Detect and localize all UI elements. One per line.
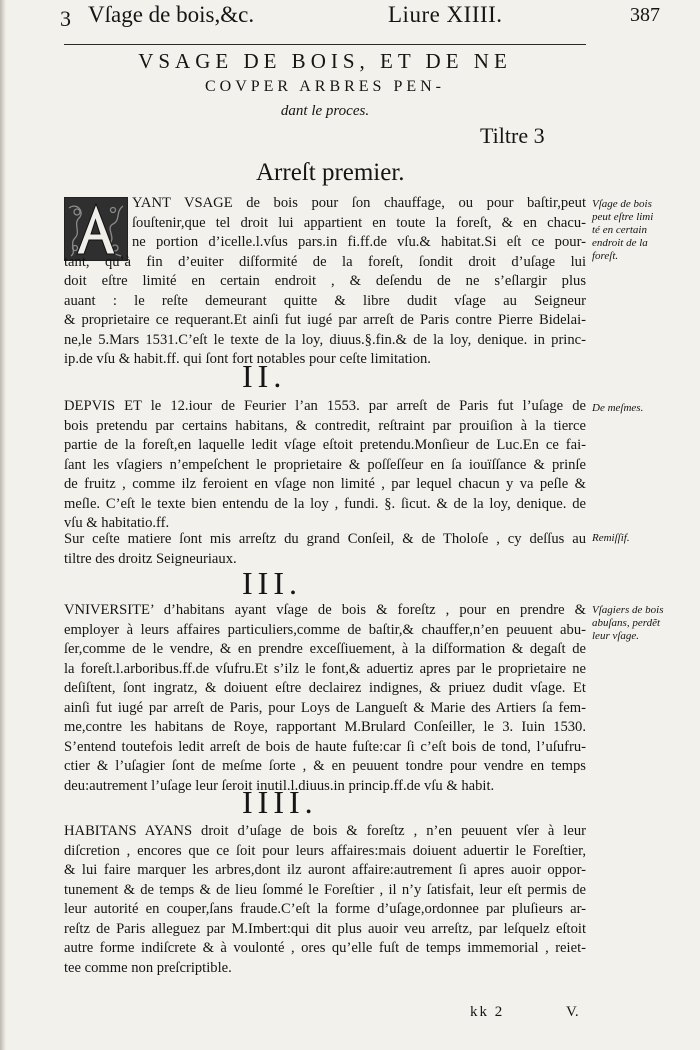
chapter-title-line3: dant le proces. bbox=[280, 103, 370, 119]
section-2-text bbox=[64, 397, 586, 534]
running-head bbox=[60, 2, 660, 36]
margin-note-1 bbox=[592, 198, 692, 263]
text-line: tee comme non preſcriptible. bbox=[64, 959, 232, 976]
text-line: deſiſtent, ſont ingratz, & doiuent eſtre declairez indignes, & priuez dudit vſage. Et bbox=[64, 680, 586, 696]
margin-note-line: peut eſtre limi bbox=[592, 211, 654, 223]
text-line: autre forme indiſcrete & à voulonté , ores qu’elle fuſt de temps immemorial , reiet- bbox=[64, 940, 586, 956]
text-line: bois pretendu par certains habitans, & contredit, reſtraint par prouiſion à la tierce bbox=[64, 417, 586, 434]
text-line: deu:autrement l’uſage leur ſeroit inutil.l.diuus.in princip.ff.de vſu & habit. bbox=[64, 777, 495, 794]
text-line: la foreſt.l.arboribus.ff.de vſufru.Et s’ilz le font,& aduertiz apres par le proprietaire ne bbox=[64, 660, 586, 677]
text-line: auant : le reſte demeurant quitte & libre dudit vſage au Seigneur bbox=[64, 292, 586, 309]
margin-note-line: foreſt. bbox=[592, 250, 619, 262]
text-line: DEPVIS ET le 12.iour de Feurier l’an 1553. par arreſt de Paris fut l’uſage de bbox=[64, 398, 586, 414]
text-line: ne,le 5.Mars 1531.C’eſt le texte de la loy, diuus.§.fin.& de la loy, denique. in princ- bbox=[64, 331, 586, 348]
margin-note-line: Vſagiers de bois bbox=[592, 604, 664, 616]
text-line: me,contre les habitans de Roye, rapportant M.Brulard Conſeiller, le 3. Iuin 1530. bbox=[64, 719, 586, 735]
margin-note-line: abuſans, perdẽt bbox=[592, 617, 661, 629]
chapter-title-line2: COVPER ARBRES PEN- bbox=[204, 78, 446, 95]
chapter-title bbox=[64, 50, 586, 122]
signature-mark: kk 2 bbox=[470, 1004, 505, 1020]
margin-note-3 bbox=[592, 532, 692, 545]
text-line: vſu & habitatio.ff. bbox=[64, 515, 170, 531]
margin-note-line: Remiſſif. bbox=[592, 532, 630, 544]
text-line: VNIVERSITE’ d’habitans ayant vſage de bois & foreſtz , pour en prendre & bbox=[64, 602, 586, 618]
text-line: & lui faire marquer les arbres,dont ilz auront affaire:autrement ſi apres auoir oppor- bbox=[64, 862, 586, 878]
text-line: tant, qu’à fin d’euiter diſformité de la foreſt, ſondit droit d’uſage lui bbox=[64, 253, 586, 270]
folio-number: 387 bbox=[630, 4, 660, 26]
text-line: ainſi fut iugé par arreſt de Paris, pour Loys de Langueſt & Marie des Artiers ſa fem- bbox=[64, 699, 586, 716]
section-number-3: III. bbox=[242, 565, 302, 601]
text-line: & proprietaire ce requerant.Et ainſi fut iugé par arreſt de Paris contre Pierre Bidelai- bbox=[64, 312, 586, 328]
arrest-heading: Arreſt premier. bbox=[256, 159, 405, 186]
text-line: reſtz de Paris alleguez par M.Imbert:qui dit plus auoir veu arreſtz, par leſquelz eſtoit bbox=[64, 920, 586, 937]
margin-note-line: endroit de la bbox=[592, 237, 648, 249]
margin-note-2 bbox=[592, 402, 692, 415]
margin-note-line: Vſage de bois bbox=[592, 198, 652, 210]
text-line: diſcretion , encores que ce ſoit pour leurs affaires:mais doiuent aduertir le Foreſtier, bbox=[64, 842, 586, 859]
section-2-cross-reference bbox=[64, 530, 586, 569]
margin-note-line: De meſmes. bbox=[592, 402, 644, 414]
text-line: ctier & l’uſagier ſont de meſme ſorte , & en peuuent tondre pour vendre en temps bbox=[64, 758, 586, 774]
section-number-4: IIII. bbox=[242, 784, 318, 820]
running-head-marker: 3 bbox=[60, 6, 71, 31]
margin-note-4 bbox=[592, 604, 692, 643]
text-line: leur autorité en couper,ſans fraude.C’eſt la forme d’uſage,ordonnee par pluſieurs ar- bbox=[64, 901, 586, 917]
section-3-text bbox=[64, 601, 586, 796]
text-line: YANT VSAGE de bois pour ſon chauffage, ou pour baſtir,peut bbox=[132, 195, 586, 211]
head-rule bbox=[64, 44, 586, 45]
section-number-2: II. bbox=[242, 358, 287, 394]
margin-note-line: té en certain bbox=[592, 224, 647, 236]
section-1-text bbox=[64, 194, 586, 370]
tiltre-label: Tiltre 3 bbox=[480, 123, 545, 148]
running-head-title: Vſage de bois,&c. bbox=[88, 2, 255, 27]
text-line: ſer,comme de le vendre, & en prendre exceſſiuement, à la diſformation & degaſt de bbox=[64, 641, 586, 657]
text-line: ſouſtenir,que tel droit lui appartient en toute la foreſt, & en chacu- bbox=[132, 214, 586, 231]
running-head-book: Liure XIIII. bbox=[388, 2, 503, 27]
text-line: partie de la foreſt,en laquelle ledit vſage eſtoit pretendu.Monſieur de Luc.En ce fai- bbox=[64, 437, 586, 453]
text-line: ſant les vſagiers n’empeſchent le proprietaire & poſſeſſeur en ſa iouïſſance & prinſe bbox=[64, 456, 586, 473]
chapter-title-line1: VSAGE DE BOIS, ET DE NE bbox=[138, 49, 512, 73]
text-line: doit eſtre limité en certain endroit , & deſendu de ne s’eſlargir plus bbox=[64, 273, 586, 289]
text-line: employer à leurs affaires particuliers,comme de baſtir,& chauffer,n’en peuuent abu- bbox=[64, 621, 586, 638]
margin-note-line: leur vſage. bbox=[592, 630, 640, 642]
text-line: ne portion d’icelle.l.vſus pars.in fi.ff.de vſu.& habitat.Si eſt ce pour- bbox=[132, 234, 586, 250]
page-gutter-shadow bbox=[0, 0, 6, 1050]
text-line: tiltre des droitz Seigneuriaux. bbox=[64, 550, 237, 567]
section-4-text bbox=[64, 822, 586, 978]
text-line: tunement & de temps & de lieu ſommé le Foreſtier , il n’y ſatisfait, leur eſt permis de bbox=[64, 881, 586, 898]
text-line: ip.de vſu & habit.ff. qui ſont fort notables pour ceſte limitation. bbox=[64, 351, 431, 367]
catchword: V. bbox=[566, 1004, 579, 1020]
text-line: Sur ceſte matiere ſont mis arreſtz du grand Conſeil, & de Tholoſe , cy deſſus au bbox=[64, 531, 586, 547]
text-line: HABITANS AYANS droit d’uſage de bois & foreſtz , n’en peuuent vſer à leur bbox=[64, 823, 586, 839]
text-line: S’entend toutefois ledit arreſt de bois de haute fuſte:car ſi c’eſt bois de tond, l’uſufru- bbox=[64, 738, 586, 755]
text-line: meſle. C’eſt le texte bien entendu de la loy , fundi. §. ſicut. & de la loy, denique. de bbox=[64, 495, 586, 512]
text-line: de fruitz , comme ilz feroient en vſage non limité , par lequel chacun y va peſle & bbox=[64, 476, 586, 492]
